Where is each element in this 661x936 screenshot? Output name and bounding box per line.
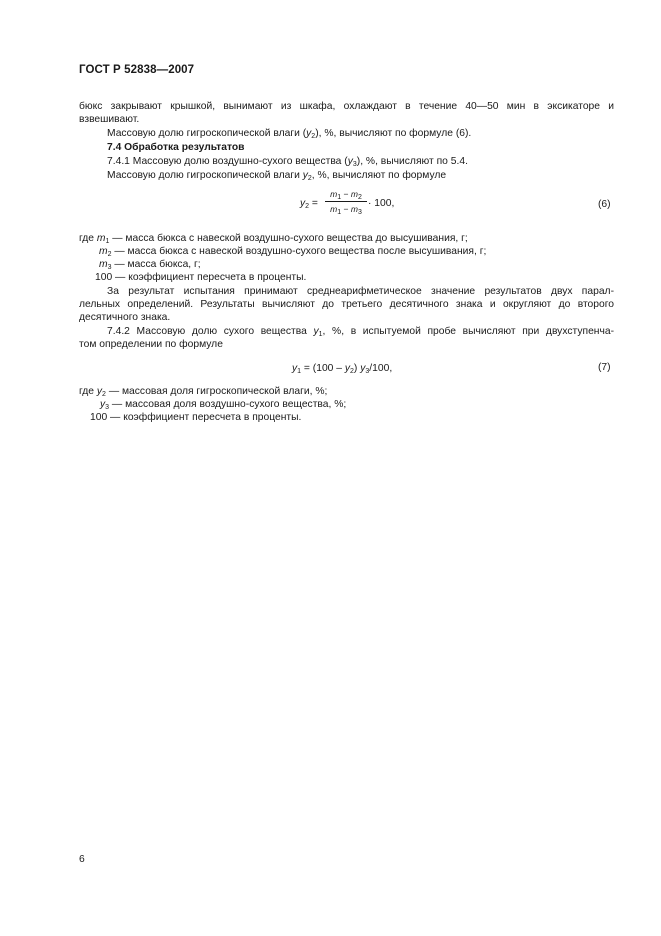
- formula-7: $у_1 = (100 - у_2)$ $у_3/100$,: [292, 363, 393, 375]
- fraction-numerator: $m_1 - m_2$: [330, 189, 362, 201]
- where-line: $у_3$ — массовая доля воздушно-сухого вещества, %;: [100, 399, 347, 411]
- paragraph-line: 7.4.1 Массовую долю воздушно-сухого вещества $(у_3)$, %, вычисляют по 5.4.: [107, 156, 468, 168]
- equation-number-7: (7): [598, 362, 611, 373]
- paragraph-line: лельных определений. Результаты вычисляют до третьего десятичного знака и округляют до второго: [79, 299, 614, 310]
- where-line: 100 — коэффициент пересчета в проценты.: [90, 412, 302, 423]
- fraction-denominator: $m_1 - m_3$: [330, 204, 362, 216]
- where-line: где $у_2$ — массовая доля гигроскопической влаги, %;: [79, 386, 328, 398]
- paragraph-line: том определении по формуле: [79, 339, 223, 350]
- paragraph-line: бюкс закрывают крышкой, вынимают из шкафа, охлаждают в течение 40—50 мин в эксикаторе и: [79, 101, 614, 112]
- paragraph-line: десятичного знака.: [79, 312, 171, 323]
- where-line: $m_2$ — масса бюкса с навеской воздушно-сухого вещества после высушивания, г;: [99, 246, 487, 258]
- formula-lhs: $у_2$ =: [300, 198, 318, 210]
- paragraph-line: взвешивают.: [79, 114, 140, 125]
- where-line: $m_3$ — масса бюкса, г;: [99, 259, 201, 271]
- paragraph-line: Массовую долю гигроскопической влаги $(у_2)$, %, вычисляют по формуле (6).: [107, 128, 472, 140]
- document-header: ГОСТ Р 52838—2007: [79, 64, 195, 76]
- paragraph-line: За результат испытания принимают среднеарифметическое значение результатов двух парал-: [107, 286, 614, 297]
- page-number: 6: [79, 854, 85, 865]
- fraction-bar: [325, 201, 367, 202]
- paragraph-line: Массовую долю гигроскопической влаги $у_2$, %, вычисляют по формуле: [107, 170, 447, 182]
- section-title: 7.4 Обработка результатов: [107, 142, 245, 153]
- where-line: 100 — коэффициент пересчета в проценты.: [95, 272, 307, 283]
- formula-rhs: · 100,: [368, 198, 395, 209]
- equation-number-6: (6): [598, 199, 611, 210]
- formula-6: [300, 188, 420, 224]
- where-line: где $m_1$ — масса бюкса с навеской воздушно-сухого вещества до высушивания, г;: [79, 233, 468, 245]
- fraction: [324, 188, 368, 216]
- paragraph-line: 7.4.2 Массовую долю сухого вещества $у_1$, %, в испытуемой пробе вычисляют при двухступенча-: [107, 326, 615, 338]
